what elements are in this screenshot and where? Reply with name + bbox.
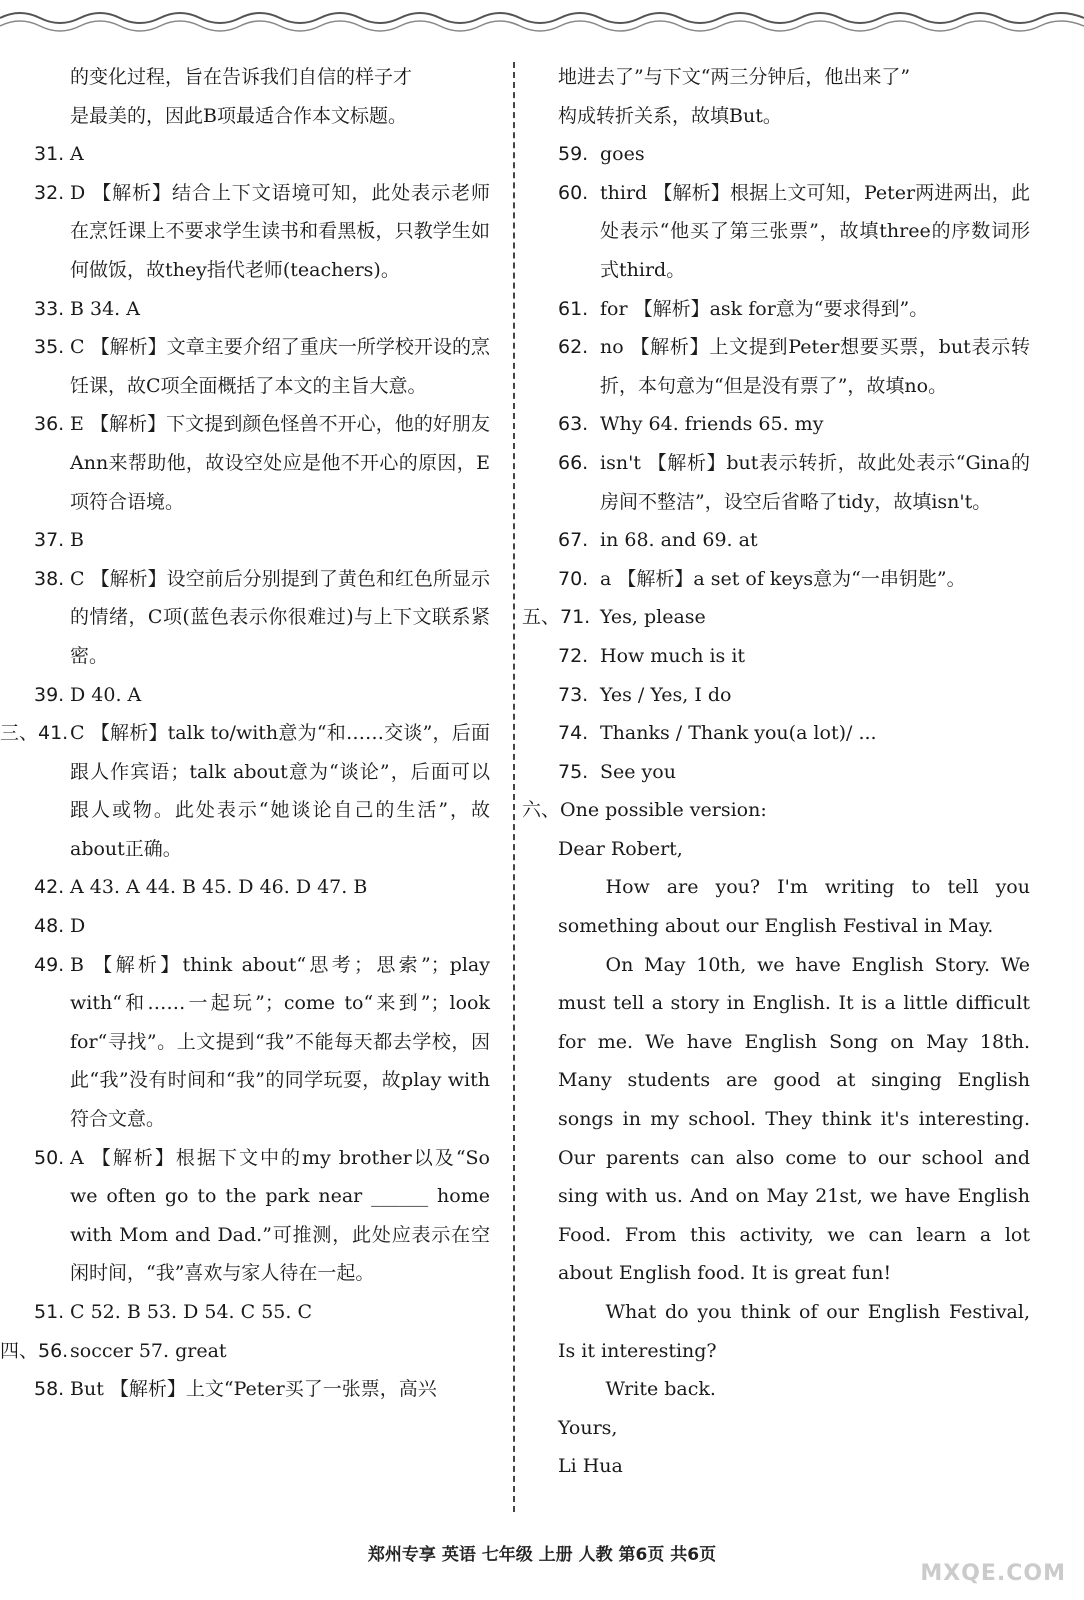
- answer-item: 48. D: [34, 915, 86, 938]
- answer-item: 67. in 68. and 69. at: [558, 529, 758, 552]
- answer-item: 三、41. C 【解析】talk to/with意为“和……交谈”，后面跟人作宾语；talk about意为“谈论”，后面可以跟人或物。此处表示“她谈论自己的生活”，故about正确。: [0, 722, 490, 860]
- continued-line: 是最美的，因此B项最适合作本文标题。: [70, 104, 407, 127]
- decorative-wave-border: [0, 0, 1084, 60]
- answer-item: 75. See you: [558, 760, 676, 783]
- answer-item: 38. C 【解析】设空前后分别提到了黄色和红色所显示的情绪，C项(蓝色表示你很难过)与上下文联系紧密。: [34, 567, 490, 667]
- answer-item: 58. But 【解析】上文“Peter买了一张票，高兴: [34, 1378, 437, 1401]
- answer-item: 62. no 【解析】上文提到Peter想要买票，but表示转折，本句意为“但是没有票了”，故填no。: [558, 336, 1030, 397]
- letter-signoff: Yours,: [558, 1416, 618, 1439]
- letter-paragraph: On May 10th, we have English Story. We must tell a story in English. It is a little difficult for me. We have English Song on May 18th. Many students are good at singing English songs in my school. They think it's interesting. Our parents can also come to our school and sing with us. And on May 21st, we have English Food. From this activity, we can learn a lot about English food. It is great fun!: [558, 953, 1030, 1285]
- letter-closing: Write back.: [605, 1378, 716, 1401]
- answer-item: 73. Yes / Yes, I do: [558, 683, 732, 706]
- answer-item: 37. B: [34, 529, 84, 552]
- continued-line: 地进去了”与下文“两三分钟后，他出来了”: [558, 66, 911, 88]
- answer-item: 32. D 【解析】结合上下文语境可知，此处表示老师在烹饪课上不要求学生读书和看黑板，只教学生如何做饭，故they指代老师(teachers)。: [34, 181, 490, 281]
- continued-line: 构成转折关系，故填But。: [558, 104, 782, 127]
- right-column: [522, 58, 1030, 1486]
- sample-essay: [522, 791, 1030, 830]
- answer-item: 42. A 43. A 44. B 45. D 46. D 47. B: [34, 876, 368, 899]
- page-footer: 郑州专享 英语 七年级 上册 人教 第6页 共6页: [367, 1545, 717, 1565]
- answer-item: 72. How much is it: [558, 644, 746, 667]
- essay-header: 六、One possible version:: [522, 799, 767, 822]
- answer-item: 31. A: [34, 143, 84, 166]
- continued-line: 的变化过程，旨在告诉我们自信的样子才: [70, 66, 413, 88]
- answer-item: 60. third 【解析】根据上文可知，Peter两进两出，此处表示“他买了第三张票”，故填three的序数词形式third。: [558, 181, 1030, 281]
- answer-item: 39. D 40. A: [34, 683, 142, 706]
- answer-item: 33. B 34. A: [34, 297, 140, 320]
- column-divider: [513, 62, 515, 1512]
- left-column: [0, 58, 490, 1409]
- essay-body: [558, 830, 1030, 1486]
- letter-signature: Li Hua: [558, 1455, 623, 1478]
- letter-paragraph: How are you? I'm writing to tell you something about our English Festival in May.: [558, 876, 1030, 938]
- answer-item: 49. B 【解析】think about“思考；思索”；play with“和……一起玩”；come to“来到”；look for“寻找”。上文提到“我”不能每天都去学校，因此“我”没有时间和“我”的同学玩耍，故play with符合文意。: [34, 953, 490, 1131]
- answer-item: 66. isn't 【解析】but表示转折，故此处表示“Gina的房间不整洁”，设空后省略了tidy，故填isn't。: [558, 451, 1030, 513]
- watermark: MXQE.COM: [920, 1561, 1066, 1586]
- answer-item: 50. A 【解析】根据下文中的my brother以及“So we often go to the park near ______ home with Mom and Dad.”可推测，此处应表示在空闲时间，“我”喜欢与家人待在一起。: [34, 1146, 490, 1285]
- letter-greeting: Dear Robert,: [558, 837, 683, 860]
- answer-item: 74. Thanks / Thank you(a lot)/ ...: [558, 722, 877, 745]
- answer-item: 四、56. soccer 57. great: [0, 1339, 227, 1362]
- answer-item: 59. goes: [558, 143, 645, 166]
- answer-item: 35. C 【解析】文章主要介绍了重庆一所学校开设的烹饪课，故C项全面概括了本文的主旨大意。: [34, 336, 490, 397]
- answer-item: 五、71. Yes, please: [522, 606, 706, 629]
- answer-item: 63. Why 64. friends 65. my: [558, 413, 824, 436]
- answer-item: 51. C 52. B 53. D 54. C 55. C: [34, 1301, 312, 1323]
- answer-item: 61. for 【解析】ask for意为“要求得到”。: [558, 297, 929, 320]
- letter-paragraph: What do you think of our English Festival, Is it interesting?: [558, 1301, 1030, 1362]
- answer-item: 70. a 【解析】a set of keys意为“一串钥匙”。: [558, 567, 966, 590]
- answer-item: 36. E 【解析】下文提到颜色怪兽不开心，他的好朋友Ann来帮助他，故设空处应是他不开心的原因，E项符合语境。: [34, 413, 490, 513]
